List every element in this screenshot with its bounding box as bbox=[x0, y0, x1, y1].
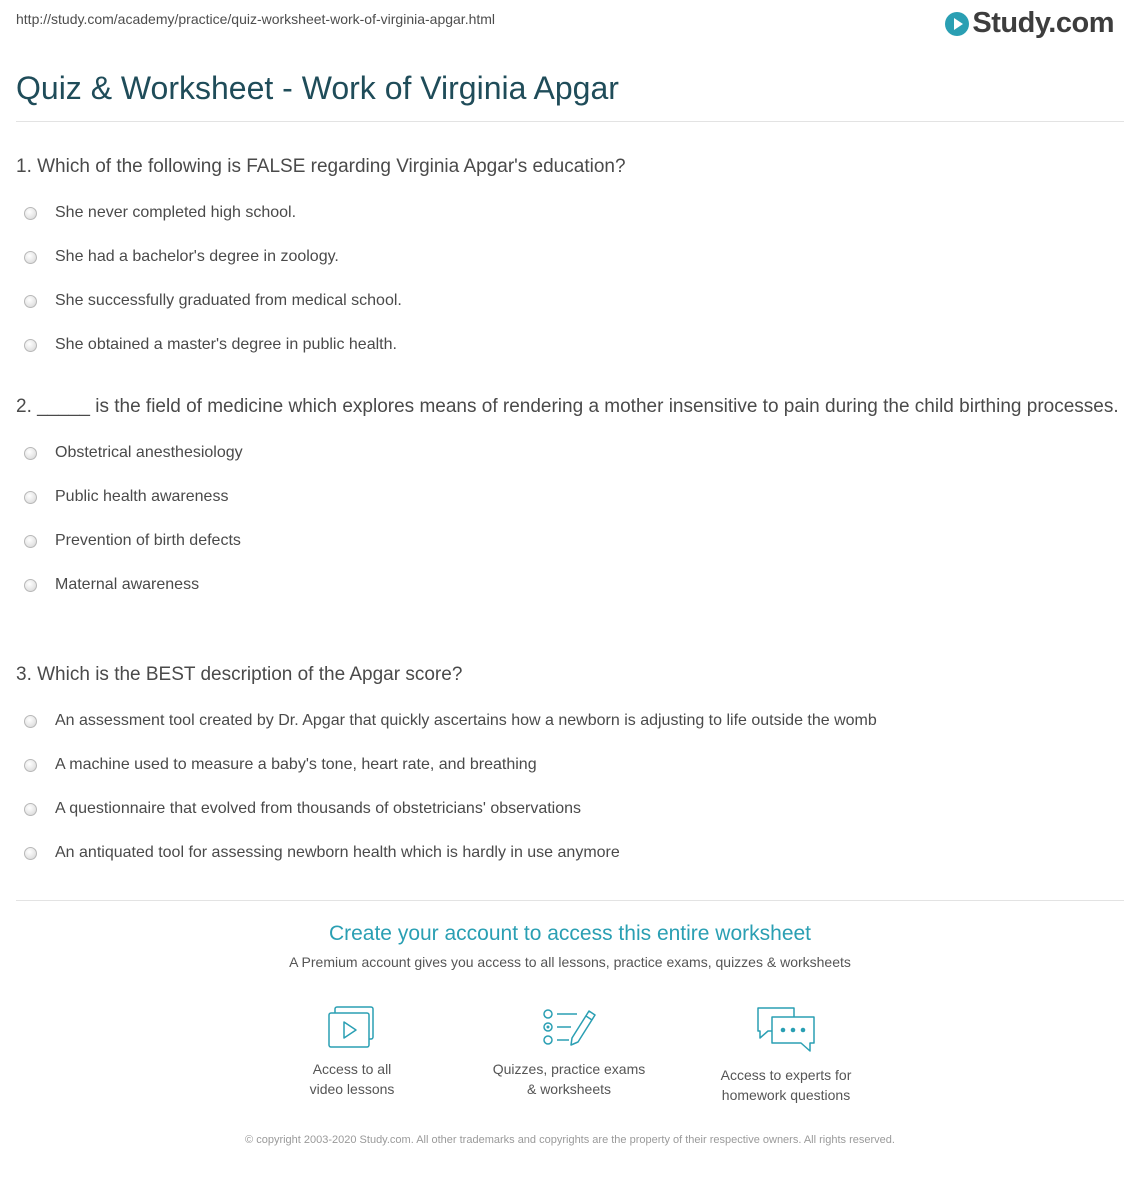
radio-button[interactable] bbox=[24, 847, 37, 860]
radio-button[interactable] bbox=[24, 491, 37, 504]
page-title: Quiz & Worksheet - Work of Virginia Apgar bbox=[16, 70, 619, 106]
page-url: http://study.com/academy/practice/quiz-worksheet-work-of-virginia-apgar.html bbox=[16, 11, 496, 27]
radio-button[interactable] bbox=[24, 447, 37, 460]
radio-button[interactable] bbox=[24, 579, 37, 592]
cta-subtitle: A Premium account gives you access to all lessons, practice exams, quizzes & worksheets bbox=[289, 954, 851, 970]
feature-quizzes bbox=[469, 1005, 669, 1099]
answer-text: Obstetrical anesthesiology bbox=[55, 444, 243, 461]
radio-button[interactable] bbox=[24, 207, 37, 220]
study-logo[interactable] bbox=[945, 7, 1114, 40]
radio-button[interactable] bbox=[24, 251, 37, 264]
feature-label bbox=[686, 1065, 886, 1105]
answer-option[interactable] bbox=[16, 743, 1121, 787]
answer-text: A machine used to measure a baby's tone, heart rate, and breathing bbox=[55, 756, 537, 773]
answer-option[interactable] bbox=[16, 191, 1121, 235]
title-divider bbox=[16, 121, 1124, 122]
video-lessons-icon bbox=[325, 1005, 379, 1051]
top-bar bbox=[0, 0, 1140, 44]
answer-option[interactable] bbox=[16, 279, 1121, 323]
signup-cta bbox=[0, 922, 1140, 970]
question-text: 2. _____ is the field of medicine which explores means of rendering a mother insensitive to pain during the child birthing processes. bbox=[16, 396, 1119, 417]
answer-text: Public health awareness bbox=[55, 488, 229, 505]
question-1 bbox=[16, 153, 1121, 367]
logo-text: Study.com bbox=[972, 7, 1114, 39]
radio-button[interactable] bbox=[24, 803, 37, 816]
feature-label bbox=[252, 1059, 452, 1099]
answer-option[interactable] bbox=[16, 831, 1121, 875]
feature-label-line: video lessons bbox=[309, 1081, 395, 1097]
answer-text: A questionnaire that evolved from thousands of obstetricians' observations bbox=[55, 800, 582, 817]
answer-text: She successfully graduated from medical school. bbox=[55, 292, 402, 309]
question-text: 3. Which is the BEST description of the Apgar score? bbox=[16, 664, 463, 685]
cta-title-link[interactable]: Create your account to access this entire worksheet bbox=[328, 922, 812, 945]
answer-text: She never completed high school. bbox=[55, 204, 297, 221]
chat-bubbles-icon bbox=[754, 1005, 818, 1057]
answer-option[interactable] bbox=[16, 475, 1121, 519]
answer-option[interactable] bbox=[16, 699, 1121, 743]
feature-label bbox=[469, 1059, 669, 1099]
answer-option[interactable] bbox=[16, 519, 1121, 563]
answer-text: Maternal awareness bbox=[55, 576, 200, 593]
question-3 bbox=[16, 661, 1121, 875]
answer-text: Prevention of birth defects bbox=[55, 532, 241, 549]
radio-button[interactable] bbox=[24, 295, 37, 308]
feature-video-lessons bbox=[252, 1005, 452, 1099]
radio-button[interactable] bbox=[24, 759, 37, 772]
answer-option[interactable] bbox=[16, 431, 1121, 475]
answer-option[interactable] bbox=[16, 787, 1121, 831]
question-2 bbox=[16, 393, 1121, 607]
question-text: 1. Which of the following is FALSE regarding Virginia Apgar's education? bbox=[16, 156, 626, 177]
feature-experts bbox=[686, 1005, 886, 1105]
radio-button[interactable] bbox=[24, 339, 37, 352]
radio-button[interactable] bbox=[24, 715, 37, 728]
feature-label-line: homework questions bbox=[721, 1087, 851, 1103]
feature-label-line: Access to all bbox=[312, 1061, 392, 1077]
answer-option[interactable] bbox=[16, 563, 1121, 607]
answer-text: An assessment tool created by Dr. Apgar that quickly ascertains how a newborn is adjusting to life outside the womb bbox=[55, 712, 877, 729]
feature-label-line: Access to experts for bbox=[720, 1067, 852, 1083]
answer-text: She obtained a master's degree in public health. bbox=[55, 336, 397, 353]
play-logo-icon bbox=[945, 12, 969, 36]
answer-option[interactable] bbox=[16, 235, 1121, 279]
quiz-checklist-icon bbox=[539, 1005, 599, 1051]
feature-label-line: Quizzes, practice exams bbox=[492, 1061, 646, 1077]
cta-divider bbox=[16, 900, 1124, 901]
answer-option[interactable] bbox=[16, 323, 1121, 367]
answer-text: She had a bachelor's degree in zoology. bbox=[55, 248, 339, 265]
copyright-notice: © copyright 2003-2020 Study.com. All other trademarks and copyrights are the property of their respective owners. All rights reserved. bbox=[245, 1134, 895, 1146]
feature-label-line: & worksheets bbox=[526, 1081, 612, 1097]
radio-button[interactable] bbox=[24, 535, 37, 548]
answer-text: An antiquated tool for assessing newborn health which is hardly in use anymore bbox=[55, 844, 620, 861]
